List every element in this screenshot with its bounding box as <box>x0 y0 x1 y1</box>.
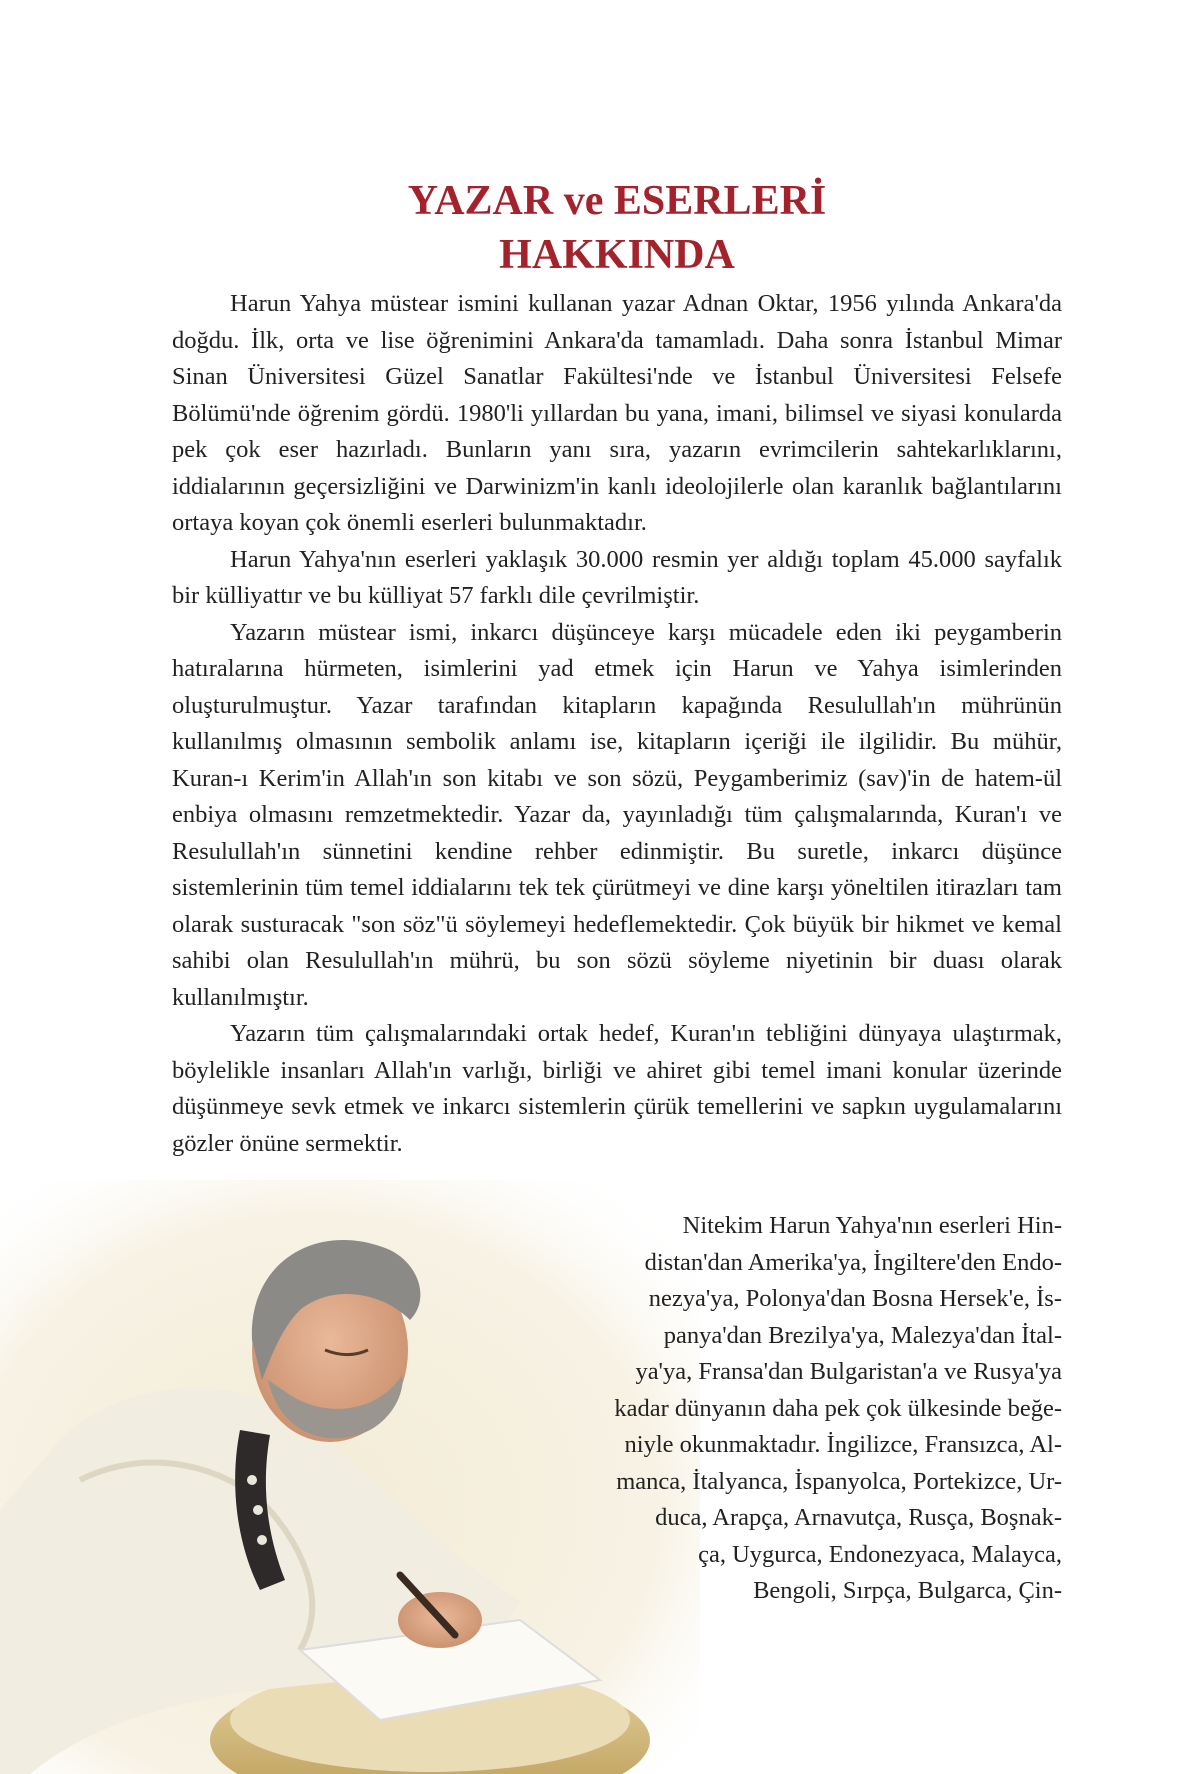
right-line-4: panya'dan Brezilya'ya, Malezya'dan İtal- <box>663 1321 1062 1349</box>
paragraph-4: Yazarın tüm çalışmalarındaki ortak hedef, Kuran'ın tebliğini dünyaya ulaştırmak, böylelikle insanları Allah'ın varlığı, birliği ve ahiret gibi temel imani konular üzerinde düşünmeye sevk etmek ve inkarcı sistemlerin çürük temellerini ve sapkın uygulamalarını gözler önüne sermektir. <box>172 1020 1062 1157</box>
paragraph-1: Harun Yahya müstear ismini kullanan yazar Adnan Oktar, 1956 yılında Ankara'da doğdu. İlk, orta ve lise öğrenimini Ankara'da tamamladı. Daha sonra İstanbul Mimar Sinan Üniversitesi Güzel Sanatlar Fakültesi'nde ve İstanbul Üniversitesi Felsefe Bölümü'nde öğrenim gördü. 1980'li yıllardan bu yana, imani, bilimsel ve siyasi konularda pek çok eser hazırladı. Bunların yanı sıra, yazarın evrimcilerin sahtekarlıklarını, iddialarının geçersizliğini ve Darwinizm'in kanlı ideolojilerle olan karanlık bağlantılarını ortaya koyan çok önemli eserleri bulunmaktadır. <box>172 290 1062 536</box>
paragraph-2: Harun Yahya'nın eserleri yaklaşık 30.000 resmin yer aldığı toplam 45.000 sayfalık bir külliyattır ve bu külliyat 57 farklı dile çevrilmiştir. <box>172 545 1062 609</box>
right-line-7: niyle okunmaktadır. İngilizce, Fransızca, Al- <box>624 1431 1062 1458</box>
right-line-9: duca, Arapça, Arnavutça, Rusça, Boşnak- <box>655 1504 1062 1531</box>
paragraph-3: Yazarın müstear ismi, inkarcı düşünceye karşı mücadele eden iki peygamberin hatıralarına hürmeten, isimlerini yad etmek için Harun ve Yahya isimlerinden oluşturulmuştur. Yazar tarafından kitapların kapağında Resulullah'ın mührünün kullanılmış olmasının sembolik anlamı ise, kitapların içeriği ile ilgilidir. Bu mühür, Kuran-ı Kerim'in Allah'ın son kitabı ve son sözü, Peygamberimiz (sav)'in de hatem-ül enbiya olmasını remzetmektedir. Yazar da, yayınladığı tüm çalışmalarında, Kuran'ı ve Resulullah'ın sünnetini kendine rehber edinmiştir. Bu suretle, inkarcı düşünce sistemlerinin tüm temel iddialarını tek tek çürütmeyi ve dine karşı yöneltilen itirazları tam olarak susturacak "son söz"ü söylemeyi hedeflemektedir. Çok büyük bir hikmet ve kemal sahibi olan Resulullah'ın mührü, bu son sözü söyleme niyetinin bir duası olarak kullanılmıştır. <box>172 618 1062 1011</box>
article-body <box>172 286 1062 1162</box>
right-line-8: manca, İtalyanca, İspanyolca, Portekizce, Ur- <box>616 1467 1062 1495</box>
right-line-1: Nitekim Harun Yahya'nın eserleri Hin- <box>682 1212 1062 1239</box>
right-line-3: nezya'ya, Polonya'dan Bosna Hersek'e, İs- <box>648 1285 1062 1312</box>
right-line-2: distan'dan Amerika'ya, İngiltere'den Endo- <box>644 1248 1062 1276</box>
right-line-5: ya'ya, Fransa'dan Bulgaristan'a ve Rusya'ya <box>635 1358 1062 1385</box>
page-title-line-2: HAKKINDA <box>499 232 735 278</box>
page-title-line-1: YAZAR ve ESERLERİ <box>407 178 827 224</box>
right-column-text <box>542 1208 1062 1610</box>
right-line-6: kadar dünyanın daha pek çok ülkesinde beğe- <box>614 1394 1062 1422</box>
right-line-10: ça, Uygurca, Endonezyaca, Malayca, <box>698 1540 1062 1568</box>
right-line-11: Bengoli, Sırpça, Bulgarca, Çin- <box>753 1577 1062 1604</box>
